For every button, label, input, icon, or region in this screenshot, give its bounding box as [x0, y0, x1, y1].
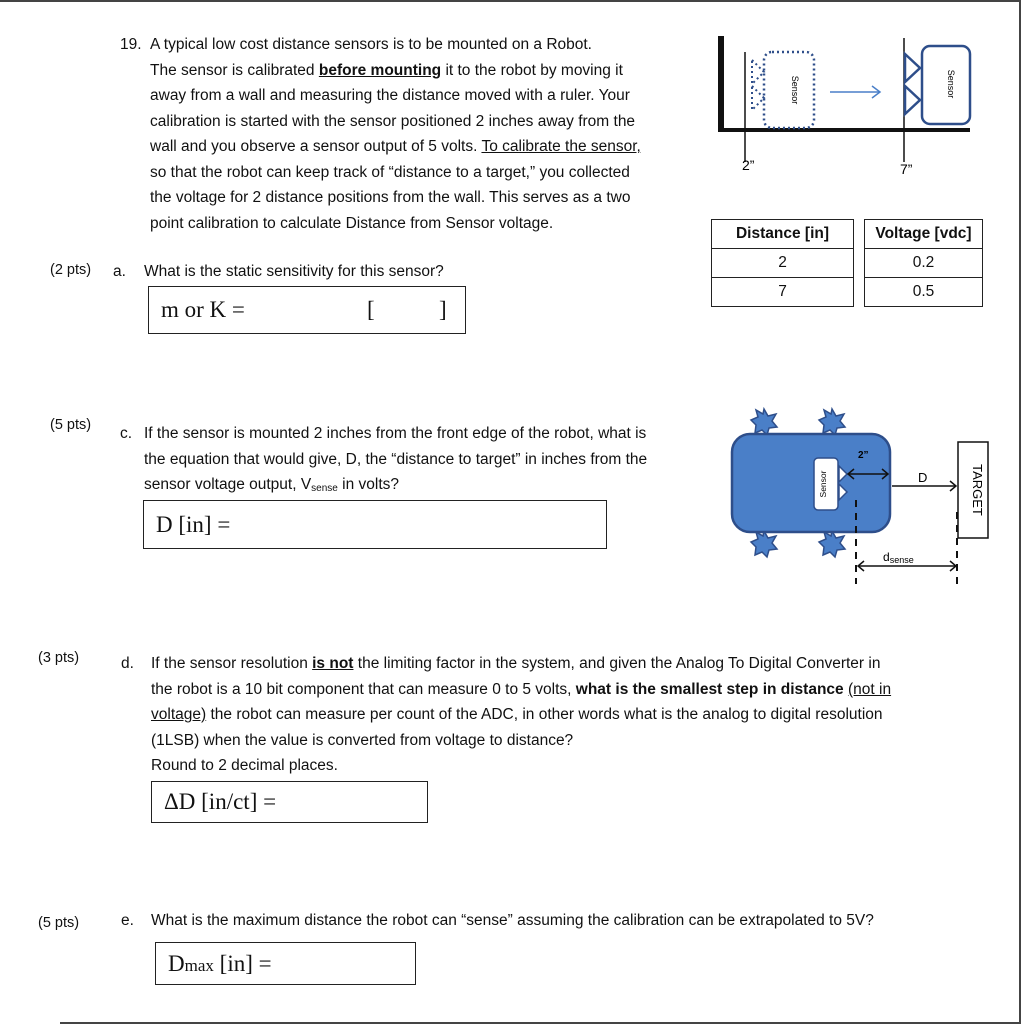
question-number: 19. [120, 36, 142, 53]
part-c-points: (5 pts) [50, 417, 92, 433]
is-not-emphasis: is not [312, 655, 354, 672]
intro-line: The sensor is calibrated before mounting it to the robot by moving it [150, 61, 623, 79]
part-d-points: (3 pts) [38, 650, 80, 666]
cell-distance: 7 [712, 278, 854, 307]
part-d-answer-label: ΔD [in/ct] = [164, 789, 277, 814]
offset-label: 2” [858, 450, 869, 461]
dotted-sensor-body [764, 52, 814, 128]
d-label: D [918, 470, 928, 485]
robot-sensor-label: Sensor [818, 470, 828, 498]
calibration-diagram [712, 32, 982, 182]
sensor-label-left: Sensor [790, 75, 800, 105]
part-e-question: What is the maximum distance the robot can “sense” assuming the calibration can be extrapolated to 5V? [151, 912, 874, 929]
part-a-answer-box[interactable] [148, 286, 466, 334]
table-row [712, 249, 983, 278]
wheel-icon [751, 531, 777, 557]
part-c-answer-label: D [in] = [156, 511, 231, 537]
header-distance: Distance [in] [712, 220, 854, 249]
part-d-answer-box[interactable] [151, 781, 428, 823]
dotted-sensor-lens-bottom [752, 86, 764, 110]
part-e-answer-label: Dmax [in] = [168, 950, 272, 976]
wheel-icon [819, 531, 845, 557]
dist-label-7in: 7” [900, 161, 913, 177]
sensor-lens-bottom [905, 86, 920, 114]
intro-line: A typical low cost distance sensors is to be mounted on a Robot. [150, 36, 592, 53]
wheel-icon [751, 409, 777, 435]
cell-distance: 2 [712, 249, 854, 278]
target-label: TARGET [970, 464, 985, 516]
table-row [712, 278, 983, 307]
part-c-answer-box[interactable] [143, 500, 607, 549]
part-d-letter: d. [121, 655, 134, 672]
table-header-row [712, 220, 983, 249]
robot-diagram [728, 404, 1008, 590]
intro-line: point calibration to calculate Distance from Sensor voltage. [150, 214, 554, 232]
part-c-question: If the sensor is mounted 2 inches from the front edge of the robot, what is the equation that would give, D, the “distance to target” in inches from the sensor voltage output, $V_{sense}$ in volts? [144, 425, 648, 494]
part-e-points: (5 pts) [38, 915, 80, 931]
sensor-body [922, 46, 970, 124]
page-border-top [0, 0, 1021, 2]
units-bracket-close: ] [439, 297, 447, 322]
cell-voltage: 0.2 [865, 249, 983, 278]
intro-line: wall and you observe a sensor output of 5 volts. To calibrate the sensor, [150, 138, 641, 155]
part-e-answer-box[interactable] [155, 942, 416, 985]
part-d-question: If the sensor resolution is not the limiting factor in the system, and given the Analog To Digital Converter in the robot is a 10 bit component that can measure 0 to 5 volts, what is the smallest step in distance (not in voltage) the robot can measure per count of the ADC, in other words what is the analog to digital resolution (1LSB) when the value is converted from voltage to distance? Round to 2 decimal places. [151, 655, 892, 774]
wall [718, 36, 724, 130]
part-c-letter: c. [120, 425, 133, 442]
part-e-letter: e. [121, 912, 134, 929]
part-a-points: (2 pts) [50, 262, 92, 278]
calibration-table [711, 219, 983, 307]
floor [718, 128, 970, 132]
intro-line: away from a wall and measuring the distance moved with a ruler. Your [150, 87, 630, 104]
part-a-question: What is the static sensitivity for this sensor? [144, 263, 444, 280]
intro-line: the voltage for 2 distance positions from the wall. This serves as a two [150, 189, 631, 206]
dotted-sensor-lens-top [752, 60, 764, 84]
intro-line: calibration is started with the sensor positioned 2 inches away from the [150, 112, 636, 130]
sensor-lens-top [905, 54, 920, 82]
intro-line: so that the robot can keep track of “distance to a target,” you collected [150, 163, 630, 181]
dsense-label: dsense [883, 550, 914, 565]
sensor-label-right: Sensor [946, 69, 956, 99]
cell-voltage: 0.5 [865, 278, 983, 307]
header-voltage: Voltage [vdc] [865, 220, 983, 249]
units-bracket-open: [ [367, 297, 375, 322]
calibrate-emphasis: To calibrate the sensor, [481, 138, 641, 155]
before-mounting-emphasis: before mounting [318, 61, 442, 79]
part-a-letter: a. [113, 263, 126, 280]
part-a-answer-label: m or K = [161, 297, 245, 322]
wheel-icon [819, 409, 845, 435]
dist-label-2in: 2” [742, 157, 755, 173]
question-intro [150, 32, 710, 236]
robot-body [732, 434, 890, 532]
